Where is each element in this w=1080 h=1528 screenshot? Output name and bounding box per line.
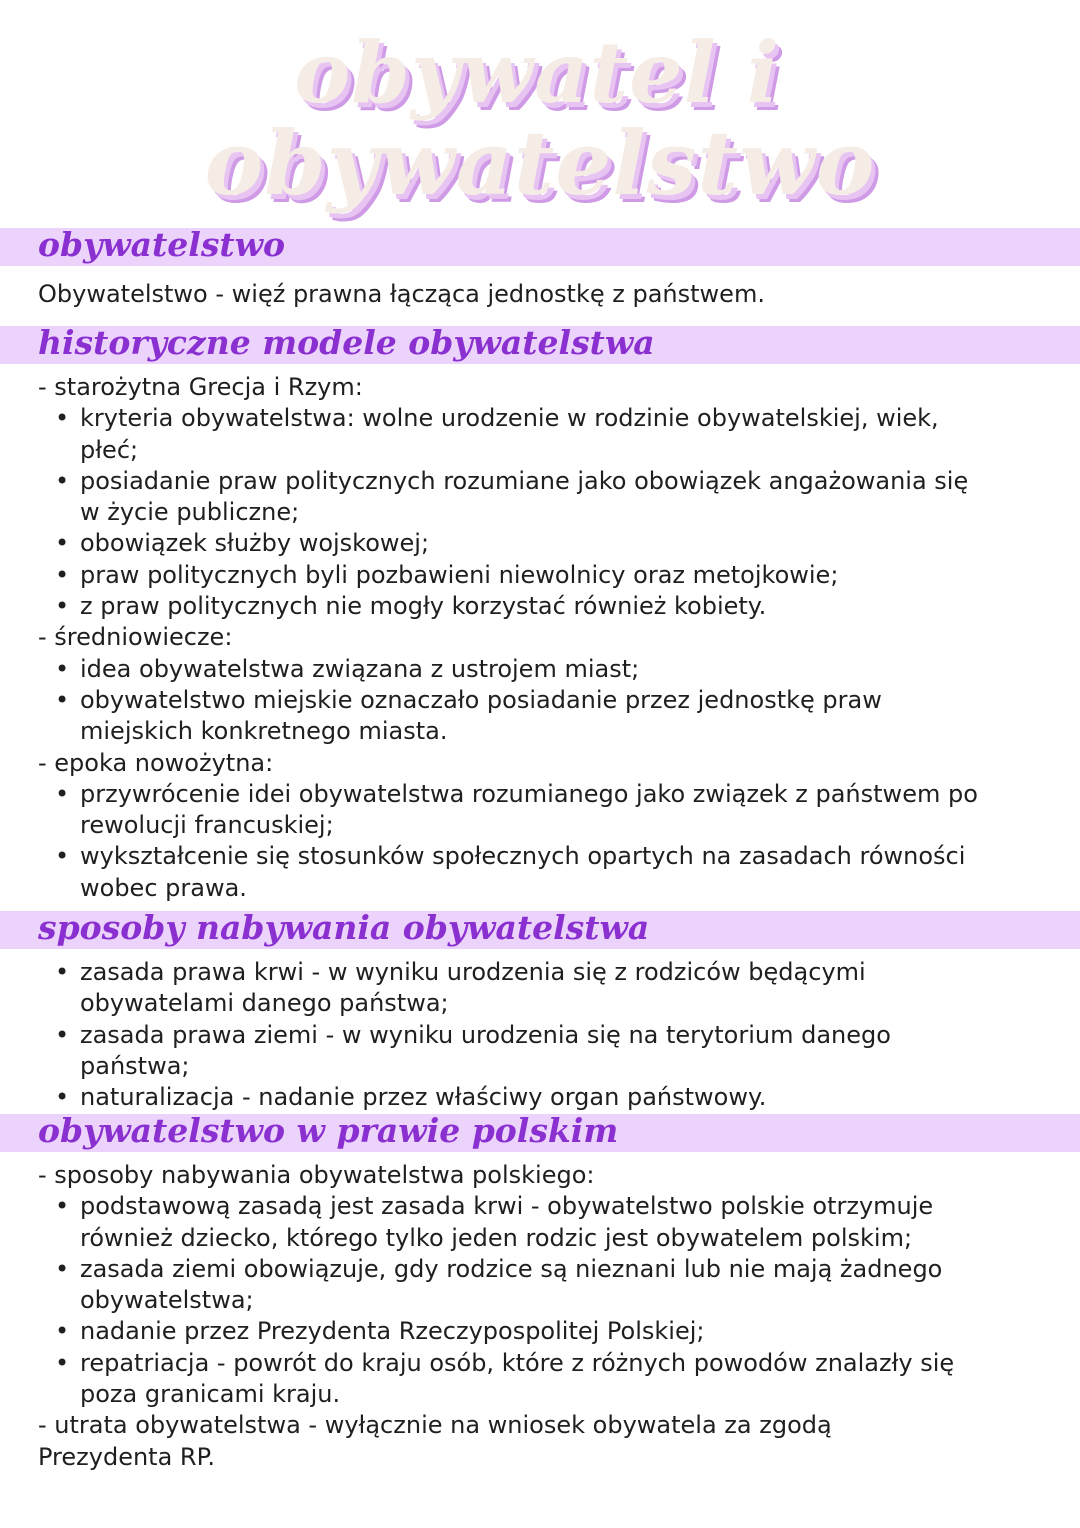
list-item: • obowiązek służby wojskowej;: [38, 528, 1058, 559]
list-item: • repatriacja - powrót do kraju osób, które z różnych powodów znalazły się poza granicami kraju.: [38, 1348, 1058, 1411]
list-item: • obywatelstwo miejskie oznaczało posiadanie przez jednostkę praw miejskich konkretnego miasta.: [38, 685, 1058, 748]
list-item: • zasada ziemi obowiązuje, gdy rodzice są nieznani lub nie mają żadnego obywatelstwa;: [38, 1254, 1058, 1317]
list-item: • posiadanie praw politycznych rozumiane jako obowiązek angażowania się w życie publiczne;: [38, 466, 1058, 529]
list-item: • zasada prawa ziemi - w wyniku urodzenia się na terytorium danego państwa;: [38, 1020, 1058, 1083]
section-heading-acquisition: sposoby nabywania obywatelstwa: [38, 908, 650, 947]
page-title: [0, 23, 1080, 215]
list-item: • zasada prawa krwi - w wyniku urodzenia się z rodziców będącymi obywatelami danego państwa;: [38, 957, 1058, 1020]
historical-models-list: [38, 372, 1058, 904]
list-item: • wykształcenie się stosunków społecznych opartych na zasadach równości wobec prawa.: [38, 841, 1058, 904]
acquisition-list: [38, 957, 1058, 1113]
page-title-line-1: obywatel i: [294, 23, 780, 122]
list-item: • idea obywatelstwa związana z ustrojem miast;: [38, 654, 1058, 685]
list-group-label: - starożytna Grecja i Rzym:: [38, 373, 363, 401]
list-group-label: - epoka nowożytna:: [38, 748, 274, 777]
list-item: • kryteria obywatelstwa: wolne urodzenie w rodzinie obywatelskiej, wiek, płeć;: [38, 403, 1058, 466]
list-item: • z praw politycznych nie mogły korzystać również kobiety.: [38, 591, 1058, 622]
list-item: • nadanie przez Prezydenta Rzeczypospolitej Polskiej;: [38, 1316, 1058, 1347]
list-group-label: - średniowiecze:: [38, 623, 233, 652]
page-title-line-2: obywatelstwo: [204, 111, 876, 215]
section-heading-obywatelstwo: obywatelstwo: [38, 225, 286, 264]
list-item: • praw politycznych byli pozbawieni niewolnicy oraz metojkowie;: [38, 560, 1058, 591]
list-group-label: - utrata obywatelstwa - wyłącznie na wniosek obywatela za zgodą Prezydenta RP.: [38, 1411, 832, 1471]
section-heading-polish-law: obywatelstwo w prawie polskim: [38, 1111, 619, 1150]
section-heading-historical-models: historyczne modele obywatelstwa: [38, 323, 655, 362]
polish-law-list: [38, 1160, 1058, 1473]
list-group-label: - sposoby nabywania obywatelstwa polskiego:: [38, 1161, 595, 1189]
list-item: • podstawową zasadą jest zasada krwi - obywatelstwo polskie otrzymuje również dziecko, którego tylko jeden rodzic jest obywatelem polskim;: [38, 1191, 1058, 1254]
list-item: • przywrócenie idei obywatelstwa rozumianego jako związek z państwem po rewolucji francuskiej;: [38, 779, 1058, 842]
list-item: • naturalizacja - nadanie przez właściwy organ państwowy.: [38, 1082, 1058, 1113]
definition-text: Obywatelstwo - więź prawna łącząca jednostkę z państwem.: [38, 280, 765, 308]
